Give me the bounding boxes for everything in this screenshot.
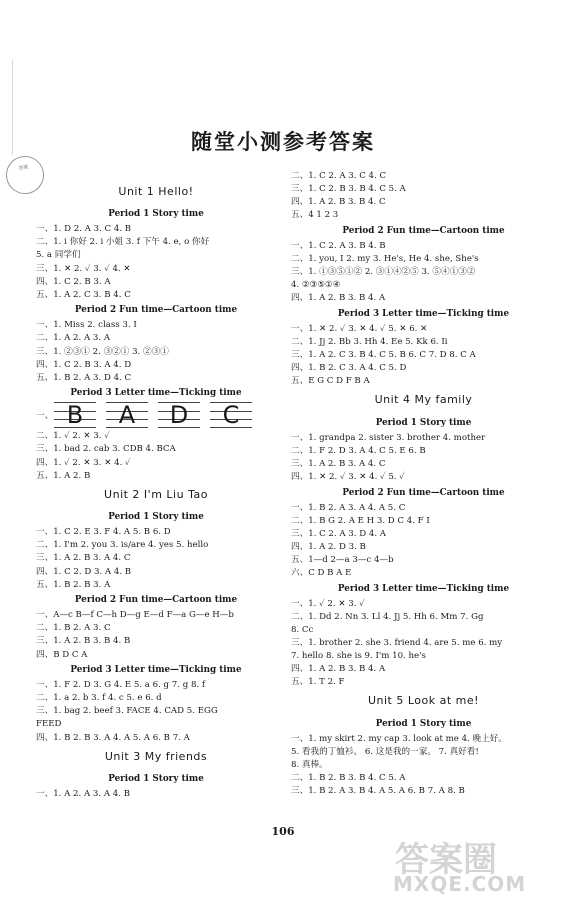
- answer-line: 一、1. C 2. A 3. B 4. B: [291, 241, 386, 251]
- answer-line: 四、1. A 2. B 3. B 4. A: [291, 664, 386, 674]
- answer-line: 二、1. Jj 2. Bb 3. Hh 4. Ee 5. Kk 6. Ii: [291, 337, 448, 347]
- answer-line: 一、1. B 2. A 3. A 4. A 5. C: [291, 503, 406, 513]
- answer-line: 四、1. C 2. B 3. A 4. D: [36, 359, 132, 370]
- unit-heading: Unit 4 My family: [374, 393, 473, 406]
- answer-line: 三、1. bad 2. cab 3. CDB 4. BCA: [36, 444, 176, 455]
- watermark-logo: [393, 832, 555, 896]
- item-prefix: 一、: [36, 411, 54, 422]
- letter-box: C: [210, 402, 252, 428]
- answer-line: 五、1. B 2. A 3. D 4. C: [36, 373, 132, 383]
- page-title: 随堂小测参考答案: [191, 129, 375, 154]
- answer-line: 二、1. I'm 2. you 3. is/are 4. yes 5. hello: [36, 540, 209, 551]
- unit-heading: Unit 1 Hello!: [118, 185, 194, 198]
- answer-line: 一、1. grandpa 2. sister 3. brother 4. mother: [291, 433, 486, 443]
- answer-line: 5. 看我的丁恤衫。 6. 这是我的一家。 7. 真好看!: [291, 747, 479, 757]
- answer-line: 二、1. A 2. A 3. A: [36, 333, 111, 344]
- answer-line: 一、A—c B—f C—h D—g E—d F—a G—e H—b: [36, 610, 234, 620]
- period-heading: Period 2 Fun time—Cartoon time: [74, 305, 238, 316]
- answer-line: 一、1. C 2. E 3. F 4. A 5. B 6. D: [36, 527, 171, 537]
- answer-line: 7. hello 8. she is 9. I'm 10. he's: [291, 651, 426, 661]
- period-heading: Period 2 Fun time—Cartoon time: [74, 595, 238, 605]
- answer-line: 五、4 1 2 3: [291, 210, 339, 220]
- answer-line: 三、1. B 2. A 3. B 4. A 5. A 6. B 7. A 8. B: [291, 786, 465, 796]
- answer-line: 四、1. A 2. B 3. B 4. C: [291, 197, 386, 207]
- answer-line: 三、1. brother 2. she 3. friend 4. are 5. me 6. my: [291, 638, 503, 648]
- stamp-seal: 答案: [2, 152, 47, 197]
- answer-line: 一、1. F 2. D 3. G 4. E 5. a 6. g 7. g 8. f: [36, 679, 206, 690]
- answer-line: 二、1. C 2. A 3. C 4. C: [291, 171, 387, 181]
- answer-line: 六、C D B A E: [291, 568, 352, 578]
- answer-line: 一、1. D 2. A 3. C 4. B: [36, 224, 132, 234]
- period-heading: Period 2 Fun time—Cartoon time: [342, 226, 505, 236]
- answer-line: 二、1. Dd 2. Nn 3. Ll 4. Jj 5. Hh 6. Mm 7. Gg: [291, 612, 484, 622]
- answer-line: 四、1. A 2. B 3. B 4. A: [291, 293, 386, 303]
- answer-line: 四、1. C 2. D 3. A 4. B: [36, 566, 132, 577]
- answer-line: 三、1. ②③① 2. ③②① 3. ②③①: [36, 346, 169, 357]
- page-number: 106: [271, 825, 295, 838]
- period-heading: Period 2 Fun time—Cartoon time: [342, 488, 505, 498]
- answer-line: 二、1. F 2. D 3. A 4. C 5. E 6. B: [291, 446, 426, 456]
- watermark-text-top: 答案圈: [395, 840, 497, 880]
- answer-line: FEED: [36, 719, 62, 730]
- answer-line: 三、1. A 2. B 3. A 4. C: [291, 459, 386, 469]
- answer-line: 一、1. ✓ 2. ✕ 3. ✓: [291, 599, 365, 609]
- answer-line: 二、1. you, I 2. my 3. He's, He 4. she, She's: [291, 254, 479, 264]
- period-heading: Period 1 Story time: [375, 418, 472, 428]
- answer-line: 四、1. ✕ 2. ✓ 3. ✕ 4. ✓ 5. ✓: [291, 472, 405, 482]
- unit-heading: Unit 3 My friends: [104, 749, 208, 763]
- answer-line: 五、1. A 2. C 3. B 4. C: [36, 290, 131, 300]
- answer-line: 五、1—d 2—a 3—c 4—b: [291, 555, 394, 565]
- answer-line: 二、1. B G 2. A E H 3. D C 4. F I: [291, 516, 430, 526]
- unit-heading: Unit 5 Look at me!: [367, 694, 480, 707]
- answer-line: 一、1. Miss 2. class 3. I: [36, 320, 137, 331]
- answer-line: 五、1. T 2. F: [291, 677, 345, 687]
- period-heading: Period 1 Story time: [108, 512, 204, 522]
- answer-line: 四、1. A 2. D 3. B: [291, 542, 366, 552]
- answer-line: 三、1. C 2. B 3. B 4. C 5. A: [291, 184, 406, 194]
- answer-line: 二、1. ✓ 2. ✕ 3. ✓: [36, 431, 110, 442]
- answer-line: 三、1. ✕ 2. ✓ 3. ✓ 4. ✕: [36, 263, 131, 274]
- answer-line: 四、1. B 2. B 3. A 4. A 5. A 6. B 7. A: [36, 732, 190, 743]
- answer-line: 三、1. bag 2. beef 3. FACE 4. CAD 5. EGG: [36, 706, 218, 717]
- answer-line: 二、1. a 2. b 3. f 4. c 5. e 6. d: [36, 693, 162, 703]
- period-heading: Period 3 Letter time—Ticking time: [70, 664, 242, 675]
- unit-heading: Unit 2 I'm Liu Tao: [104, 488, 208, 501]
- answer-line: 一、1. ✕ 2. ✓ 3. ✕ 4. ✓ 5. ✕ 6. ✕: [291, 324, 428, 334]
- answer-line: 四、B D C A: [36, 649, 88, 660]
- answer-line: 四、1. C 2. B 3. A: [36, 276, 111, 287]
- answer-line: 5. a 同学们: [36, 250, 81, 261]
- answer-line: 四、1. B 2. C 3. A 4. C 5. D: [291, 363, 407, 373]
- answer-line: 四、1. ✓ 2. ✕ 3. ✕ 4. ✓: [36, 457, 131, 468]
- letter-box: B: [54, 402, 96, 428]
- answer-line: 五、1. A 2. B: [36, 470, 91, 481]
- period-heading: Period 1 Story time: [108, 773, 204, 784]
- answer-line: 8. 真棒。: [291, 760, 328, 770]
- answer-line: 8. Cc: [291, 625, 314, 635]
- answer-line: 三、1. A 2. B 3. B 4. B: [36, 636, 131, 647]
- period-heading: Period 1 Story time: [375, 719, 472, 729]
- answer-line: 一、1. my skirt 2. my cap 3. look at me 4. 晚上好。: [291, 734, 507, 744]
- answer-line: 五、E G C D F B A: [291, 376, 370, 386]
- answer-line: 五、1. B 2. B 3. A: [36, 579, 111, 590]
- answer-line: 4. ②③⑤①④: [291, 280, 341, 290]
- watermark-text-bottom: MXQE.COM: [393, 872, 527, 896]
- answer-line: 二、1. B 2. B 3. B 4. C 5. A: [291, 773, 406, 783]
- period-heading: Period 3 Letter time—Ticking time: [337, 584, 510, 594]
- answer-line: 一、1. A 2. A 3. A 4. B: [36, 788, 131, 799]
- period-heading: Period 3 Letter time—Ticking time: [70, 388, 242, 399]
- answer-line: 三、1. C 2. A 3. D 4. A: [291, 529, 386, 539]
- answer-line: 二、1. i 你好 2. i 小姐 3. f 下午 4. e, o 你好: [36, 237, 210, 248]
- letter-box: A: [106, 402, 148, 428]
- letter-box: D: [158, 402, 200, 428]
- period-heading: Period 1 Story time: [108, 209, 204, 219]
- answer-line: 三、1. A 2. B 3. A 4. C: [36, 553, 131, 564]
- answer-line: 二、1. B 2. A 3. C: [36, 623, 111, 634]
- answer-line: 三、1. ①③⑤①② 2. ③①④②⑤ 3. ⑤④①③②: [291, 267, 476, 277]
- period-heading: Period 3 Letter time—Ticking time: [337, 309, 510, 319]
- answer-line: 三、1. A 2. C 3. B 4. C 5. B 6. C 7. D 8. C A: [291, 350, 476, 360]
